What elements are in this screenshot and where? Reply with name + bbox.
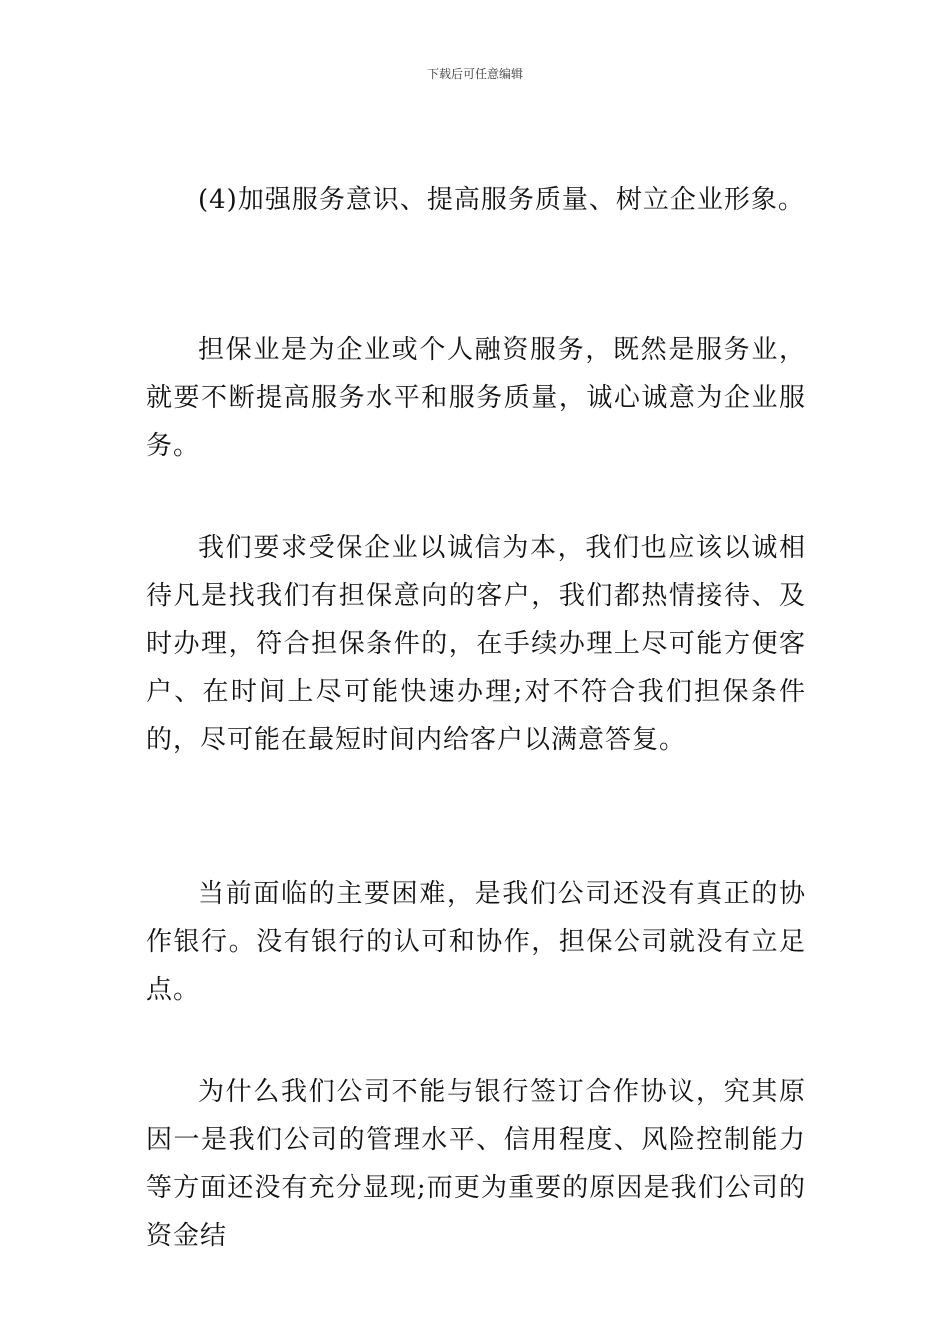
paragraph-4: 当前面临的主要困难，是我们公司还没有真正的协作银行。没有银行的认可和协作，担保公司就没有立足点。 (146, 879, 806, 1005)
page-header: 下载后可任意编辑 (426, 67, 523, 81)
paragraph-2: 担保业是为企业或个人融资服务，既然是服务业，就要不断提高服务水平和服务质量，诚心诚意为企业服务。 (146, 335, 806, 461)
paragraph-1: (4)加强服务意识、提高服务质量、树立企业形象。 (198, 185, 805, 215)
paragraph-3: 我们要求受保企业以诚信为本，我们也应该以诚相待凡是找我们有担保意向的客户，我们都热情接待、及时办理，符合担保条件的，在手续办理上尽可能方便客户、在时间上尽可能快速办理;对不符合我们担保条件的，尽可能在最短时间内给客户以满意答复。 (146, 533, 806, 755)
paragraph-5: 为什么我们公司不能与银行签订合作协议，究其原因一是我们公司的管理水平、信用程度、风险控制能力等方面还没有充分显现;而更为重要的原因是我们公司的资金结 (146, 1077, 806, 1251)
